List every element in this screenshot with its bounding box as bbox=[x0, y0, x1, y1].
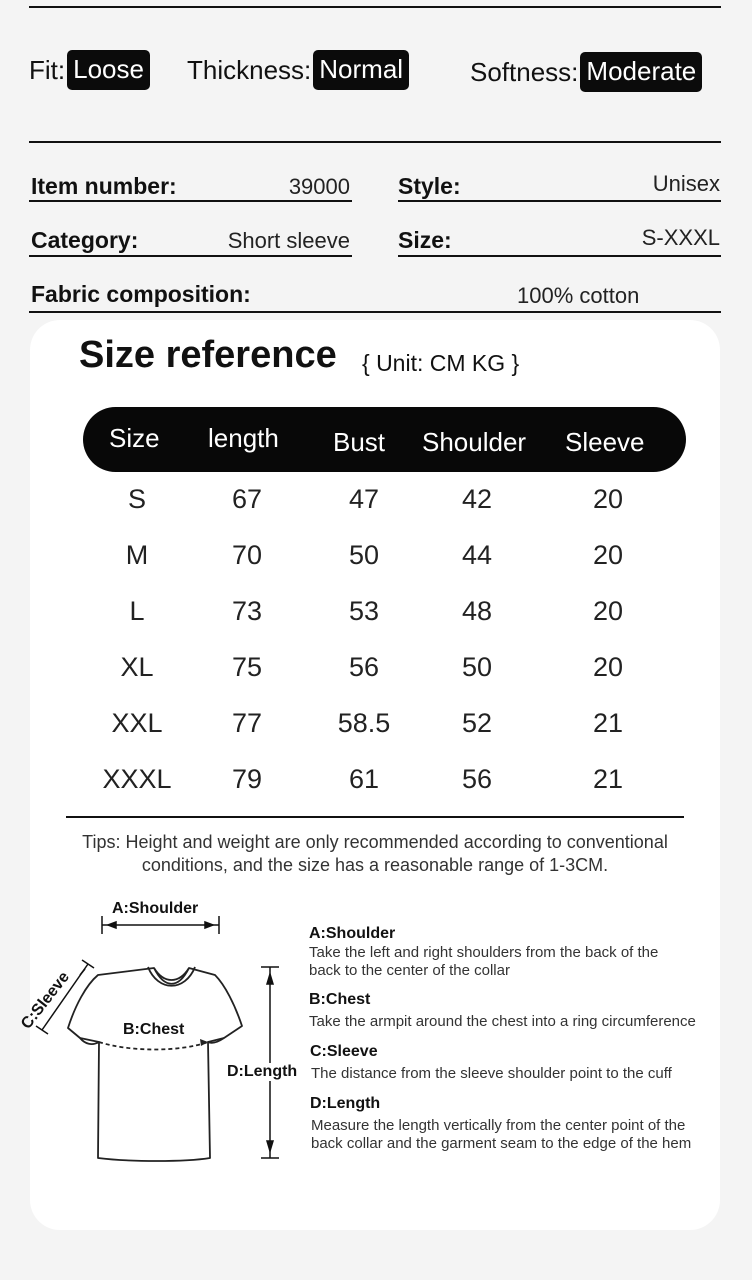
size-reference-title: Size reference bbox=[79, 334, 337, 376]
cell-size: S bbox=[127, 484, 147, 514]
item-number-label: Item number: bbox=[31, 173, 177, 199]
cell-bust: 53 bbox=[348, 596, 380, 626]
size-reference-card bbox=[18, 320, 720, 1230]
header-length: length bbox=[208, 423, 279, 453]
fabric-composition-label: Fabric composition: bbox=[31, 281, 251, 307]
fabric-composition-underline bbox=[29, 311, 721, 313]
desc-chest-heading: B:Chest bbox=[309, 991, 371, 1008]
section-divider bbox=[29, 141, 721, 143]
softness-label: Softness: bbox=[470, 56, 579, 87]
cell-length: 70 bbox=[231, 540, 263, 570]
cell-size: L bbox=[129, 596, 145, 626]
thickness-label: Thickness: bbox=[187, 54, 312, 85]
header-shoulder: Shoulder bbox=[422, 427, 527, 457]
desc-length-text: Measure the length vertically from the center point of the back collar and the garment seam to the edge of the hem bbox=[311, 1117, 692, 1152]
cell-sleeve: 20 bbox=[592, 596, 624, 626]
fabric-composition-value: 100% cotton bbox=[517, 283, 640, 308]
diagram-label-chest: B:Chest bbox=[123, 1021, 185, 1038]
fabric-attributes bbox=[29, 50, 726, 92]
cell-bust: 56 bbox=[348, 652, 380, 682]
category-underline bbox=[29, 255, 352, 257]
header-sleeve: Sleeve bbox=[565, 427, 645, 457]
cell-sleeve: 21 bbox=[592, 764, 624, 794]
cell-bust: 61 bbox=[348, 764, 380, 794]
tshirt-outline bbox=[68, 967, 242, 1161]
cell-length: 77 bbox=[231, 708, 263, 738]
cell-sleeve: 20 bbox=[592, 540, 624, 570]
unit-note: { Unit: CM KG } bbox=[362, 350, 520, 376]
cell-length: 75 bbox=[231, 652, 263, 682]
cell-size: M bbox=[125, 540, 149, 570]
tips-text: Tips: Height and weight are only recommended according to conventional conditions, and the size has a reasonable range of 1-3CM. bbox=[82, 832, 668, 875]
style-value: Unisex bbox=[652, 171, 720, 196]
cell-length: 67 bbox=[231, 484, 263, 514]
shoulder-arrow bbox=[102, 916, 219, 934]
cell-bust: 50 bbox=[348, 540, 380, 570]
cell-size: XXXL bbox=[102, 764, 172, 794]
style-label: Style: bbox=[398, 173, 461, 199]
fit-attribute bbox=[29, 50, 150, 90]
softness-attribute bbox=[470, 52, 702, 92]
cell-shoulder: 50 bbox=[461, 652, 493, 682]
cell-shoulder: 56 bbox=[461, 764, 493, 794]
cell-bust: 47 bbox=[348, 484, 380, 514]
cell-bust: 58.5 bbox=[337, 708, 391, 738]
diagram-label-shoulder: A:Shoulder bbox=[112, 900, 199, 917]
desc-shoulder-text: Take the left and right shoulders from the back of the back to the center of the collar bbox=[309, 944, 659, 979]
desc-sleeve-text: The distance from the sleeve shoulder point to the cuff bbox=[311, 1065, 672, 1082]
thickness-value-badge: Normal bbox=[313, 50, 409, 90]
size-value: S-XXXL bbox=[641, 225, 720, 250]
diagram-label-length: D:Length bbox=[227, 1063, 298, 1080]
fit-label: Fit: bbox=[29, 54, 66, 85]
fit-value-badge: Loose bbox=[67, 50, 150, 90]
cell-size: XL bbox=[120, 652, 154, 682]
thickness-attribute bbox=[187, 50, 409, 90]
style-underline bbox=[398, 200, 721, 202]
category-value: Short sleeve bbox=[227, 228, 350, 253]
size-underline bbox=[398, 255, 721, 257]
header-size: Size bbox=[109, 423, 160, 453]
desc-chest-text: Take the armpit around the chest into a ring circumference bbox=[309, 1013, 696, 1030]
category-label: Category: bbox=[31, 227, 139, 253]
desc-shoulder-heading: A:Shoulder bbox=[309, 925, 396, 942]
cell-length: 73 bbox=[231, 596, 263, 626]
top-rule bbox=[29, 6, 721, 8]
softness-value-badge: Moderate bbox=[580, 52, 702, 92]
desc-length-heading: D:Length bbox=[310, 1095, 381, 1112]
cell-shoulder: 48 bbox=[461, 596, 493, 626]
cell-shoulder: 44 bbox=[461, 540, 493, 570]
cell-size: XXL bbox=[111, 708, 163, 738]
tshirt-measurement-diagram bbox=[30, 320, 720, 1230]
item-number-value: 39000 bbox=[288, 174, 350, 199]
item-number-underline bbox=[29, 200, 352, 202]
cell-sleeve: 20 bbox=[592, 484, 624, 514]
size-label: Size: bbox=[398, 227, 452, 253]
cell-length: 79 bbox=[231, 764, 263, 794]
desc-sleeve-heading: C:Sleeve bbox=[310, 1043, 378, 1060]
cell-sleeve: 20 bbox=[592, 652, 624, 682]
diagram-label-sleeve: C:Sleeve bbox=[18, 968, 74, 1033]
cell-sleeve: 21 bbox=[592, 708, 624, 738]
cell-shoulder: 52 bbox=[461, 708, 493, 738]
cell-shoulder: 42 bbox=[461, 484, 493, 514]
header-bust: Bust bbox=[333, 427, 386, 457]
